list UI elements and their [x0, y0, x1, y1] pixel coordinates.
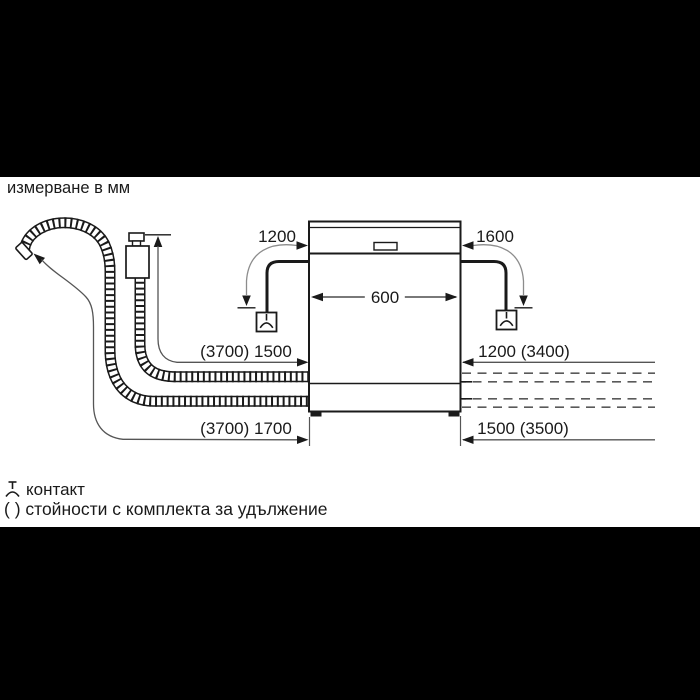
dim-left-socket	[238, 241, 309, 307]
legend-brackets-note: ( ) стойности с комплекта за удължение	[4, 499, 328, 519]
dim-label-supply: (3700) 1500	[200, 342, 292, 361]
socket-icon-left	[257, 313, 277, 332]
dishwasher-front	[309, 222, 461, 417]
legend-socket-icon	[6, 482, 19, 497]
dim-label-600: 600	[365, 288, 405, 308]
dim-right-socket	[462, 241, 533, 307]
dim-label-drain: (3700) 1700	[200, 419, 292, 438]
power-cord-left	[267, 262, 309, 313]
dim-label-1600: 1600	[476, 227, 514, 246]
power-cord-right	[460, 262, 506, 311]
units-title: измерване в мм	[7, 179, 131, 197]
control-panel-handle	[374, 243, 397, 251]
foot-left	[311, 412, 322, 417]
extension-hoses-dashed-icon	[461, 373, 655, 407]
foot-right	[449, 412, 460, 417]
socket-icon-right	[497, 311, 517, 330]
aquastop-valve-icon	[126, 233, 149, 278]
dim-label-right-bottom: 1500 (3500)	[477, 419, 569, 438]
legend-socket-label: контакт	[26, 480, 85, 499]
dim-label-1200: 1200	[258, 227, 296, 246]
dim-label-right-top: 1200 (3400)	[478, 342, 570, 361]
